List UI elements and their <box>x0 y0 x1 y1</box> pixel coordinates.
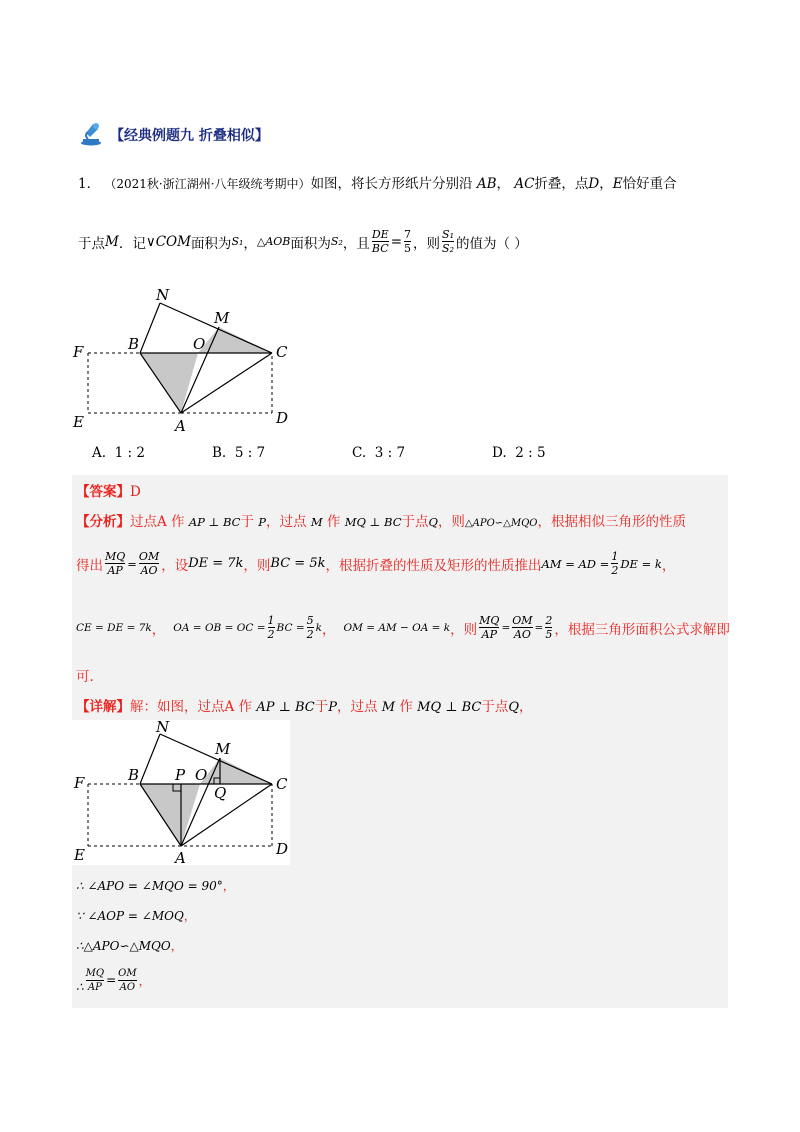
math-m: M <box>310 515 323 529</box>
math-s1: S₁ <box>231 235 244 248</box>
analysis-text: ， <box>151 621 166 638</box>
analysis-text: 于 <box>240 514 254 530</box>
detail-line <box>76 695 533 715</box>
question-text: 如图，将长方形纸片分别沿 <box>310 176 473 192</box>
math-q: Q <box>508 700 520 715</box>
analysis-text: ，则 <box>437 514 465 530</box>
analysis-text: ， <box>322 621 336 638</box>
question-text: 恰好重合 <box>622 176 677 192</box>
question-text: ．记 <box>118 235 146 252</box>
math-mq-perp-bc: MQ ⊥ BC <box>417 700 482 715</box>
analysis-text: ， <box>661 557 676 574</box>
math-om: OM = AM − OA = k <box>343 621 451 634</box>
section-title: 【经典例题九 折叠相似】 <box>110 128 269 144</box>
math-d: D <box>588 176 600 192</box>
answer-tag: 【答案】 <box>76 484 130 500</box>
math-ab: AB <box>476 176 497 192</box>
math-tri-aob: △AOB <box>256 235 291 248</box>
math-ap-perp-bc: AP ⊥ BC <box>256 700 315 715</box>
label-b: B <box>128 335 140 353</box>
equals-sign: = <box>127 556 137 571</box>
label-e: E <box>73 413 84 431</box>
question-source: （2021秋·浙江湖州·八年级统考期中） <box>104 177 311 191</box>
math-s2: S₂ <box>330 235 343 248</box>
answer-value: D <box>130 484 141 500</box>
math-ap-perp-bc: AP ⊥ BC <box>188 515 241 529</box>
proof-line-3: ∴△APO∽△MQO， <box>76 939 183 953</box>
option-a[interactable]: A. 1 : 2 <box>92 445 145 461</box>
label-o: O <box>193 335 206 353</box>
label-c: C <box>276 775 288 793</box>
label-c: C <box>276 343 288 361</box>
label-m: M <box>215 740 231 758</box>
proof-line-2: ∵ ∠AOP = ∠MOQ， <box>76 909 196 923</box>
math-similar: △APO∽△MQO <box>464 518 538 529</box>
fraction-s1-s2: $\frac{\text{S₁}}{\text{S₂}}$ <box>442 228 454 255</box>
math-de-k: DE = k <box>620 556 662 571</box>
detail-text: ， <box>519 699 533 715</box>
math-bc: BC = <box>276 621 305 634</box>
analysis-text: 过点A 作 <box>130 514 185 530</box>
question-text: ， <box>599 176 613 192</box>
analysis-line-1 <box>76 510 686 530</box>
equals-sign: = <box>534 621 544 634</box>
question-text: 的值为（ ） <box>455 235 528 252</box>
question-text: 面积为 <box>190 235 232 252</box>
analysis-text: ，过点 <box>266 514 307 530</box>
label-m: M <box>214 309 230 327</box>
section-header <box>78 120 269 150</box>
label-o: O <box>195 766 208 784</box>
equals-sign: = <box>501 621 511 634</box>
question-text: ， <box>496 176 511 192</box>
analysis-text: 得出 <box>76 557 103 574</box>
analysis-text: ，根据相似三角形的性质 <box>537 514 686 530</box>
math-p: P <box>328 700 337 715</box>
label-b: B <box>128 766 140 784</box>
analysis-line-4: 可. <box>76 669 94 685</box>
analysis-text: ，根据折叠的性质及矩形的性质推出 <box>325 557 542 574</box>
math-mq-perp-bc: MQ ⊥ BC <box>344 515 402 529</box>
analysis-line-2: 得出 $\frac{MQ}{AP}$ = $\frac{OM}{AO}$ ，设 DE = 7k ，则 BC = 5k ，根据折叠的性质及矩形的性质推出 AM = AD = $\frac{1}{2}$ DE = k ， <box>76 550 676 577</box>
question-line-1 <box>78 172 677 192</box>
equals-sign: = <box>390 233 403 250</box>
math-e: E <box>612 176 623 192</box>
fraction-7-5: $\frac{7}{5}$ <box>404 228 412 255</box>
label-e: E <box>74 846 85 864</box>
math-q: Q <box>428 515 438 529</box>
analysis-tag: 【分析】 <box>76 514 130 530</box>
analysis-text: ，则 <box>243 557 271 574</box>
fraction-de-bc: $\frac{DE}{BC}$ <box>371 228 389 255</box>
label-q: Q <box>214 784 227 802</box>
detail-text: ，过点 <box>336 699 378 715</box>
analysis-text: ，设 <box>161 557 189 574</box>
label-d: D <box>276 409 289 427</box>
label-f: F <box>74 774 85 792</box>
figure-2-diagram <box>72 720 290 865</box>
math-k: k <box>315 621 322 634</box>
math-tri-com: ∨COM <box>145 233 191 250</box>
detail-text: 于点 <box>481 699 509 715</box>
option-c[interactable]: C. 3 : 7 <box>352 445 406 461</box>
math-bc-5k: BC = 5k <box>270 556 326 571</box>
label-p: P <box>175 766 186 784</box>
math-p: P <box>258 515 267 529</box>
question-text: 折叠，点 <box>534 176 589 192</box>
label-n: N <box>156 720 170 736</box>
detail-text: 作 <box>399 699 413 715</box>
question-text: 面积为 <box>290 235 331 252</box>
analysis-text: ，则 <box>450 621 478 638</box>
option-d[interactable]: D. 2 : 5 <box>492 445 546 461</box>
label-n: N <box>156 286 170 304</box>
math-ac: AC <box>514 176 535 192</box>
question-text: 于点 <box>78 235 105 252</box>
analysis-line-3: CE = DE = 7k ， OA = OB = OC = $\frac{1}{2}$ BC = $\frac{5}{2}$ k ， OM = AM − OA = k ，则 $\frac{MQ}{AP}$ = $\frac{OM}{AO}$ = $\frac{2}{5}$ ，根据三角形面积公式求解即 <box>76 614 730 641</box>
math-am-ad: AM = AD = <box>541 556 610 571</box>
math-m: M <box>105 233 119 250</box>
math-m: M <box>381 700 396 715</box>
label-a: A <box>175 849 186 865</box>
proof-line-1: ∴ ∠APO = ∠MQO = 90°， <box>76 879 235 893</box>
label-a: A <box>175 417 186 435</box>
math-de-7k: DE = 7k <box>188 556 244 571</box>
math-oa-ob-oc: OA = OB = OC = <box>173 621 266 634</box>
analysis-text: 作 <box>326 514 341 530</box>
detail-text: 于 <box>314 699 329 715</box>
question-number: 1． <box>78 176 101 192</box>
analysis-text: ，根据三角形面积公式求解即 <box>554 621 730 638</box>
label-f: F <box>73 343 84 361</box>
proof-line-4: ∴ $\frac{MQ}{AP}$ = $\frac{OM}{AO}$ ， <box>76 967 151 994</box>
question-text: ，则 <box>413 235 441 252</box>
detail-tag: 【详解】 <box>76 699 130 715</box>
microscope-icon <box>78 120 104 150</box>
detail-text: 解：如图，过点A 作 <box>130 699 253 715</box>
question-line-2 <box>78 228 528 255</box>
question-text: ，且 <box>342 235 370 252</box>
figure-1-diagram <box>70 285 300 435</box>
option-b[interactable]: B. 5 : 7 <box>212 445 266 461</box>
answer-line <box>76 480 141 500</box>
math-ce-de: CE = DE = 7k <box>76 621 152 634</box>
label-d: D <box>276 840 289 858</box>
analysis-text: 于点 <box>401 514 429 530</box>
question-text: ， <box>243 235 257 252</box>
